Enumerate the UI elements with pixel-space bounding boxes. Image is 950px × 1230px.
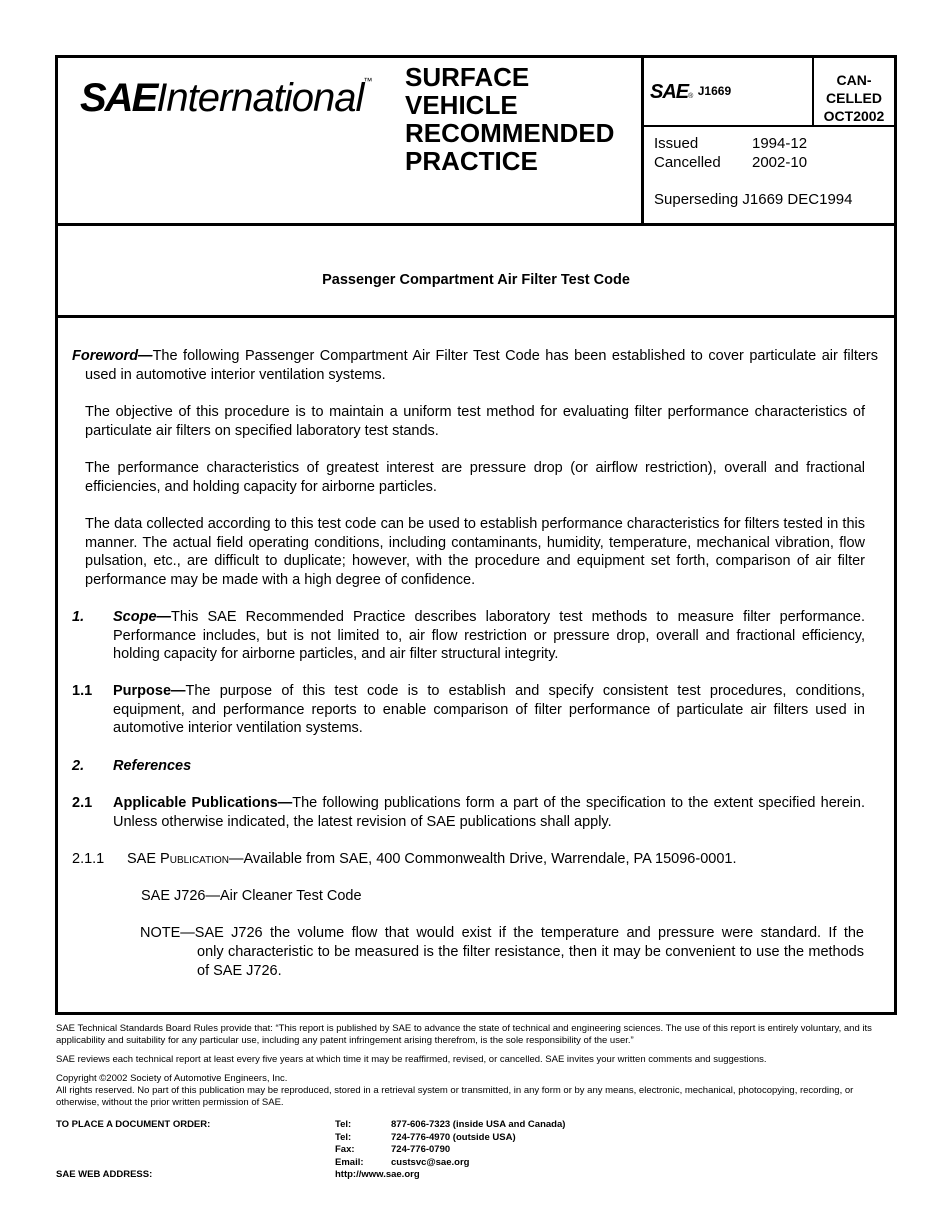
section-text: —Available from SAE, 400 Commonwealth Drive, Warrendale, PA 15096-0001.	[229, 851, 737, 867]
foreword-paragraph	[72, 347, 878, 384]
sae-international-logo	[80, 76, 372, 121]
issued-value: 1994-12	[752, 135, 808, 152]
footer-rules: SAE Technical Standards Board Rules provide that: “This report is published by SAE to advance the state of technical and engineering sciences. The use of this report is entirely voluntary, and its applicability and suitability for any particular use, including any patent infringement arising therefrom, is the sole responsibility of the user.”	[56, 1023, 872, 1046]
contact-label: Tel:	[335, 1131, 352, 1143]
contact-phone-domestic: 877-606-7323 (inside USA and Canada)	[391, 1119, 566, 1130]
logo-brand: SAE	[80, 76, 157, 120]
contact-values	[391, 1119, 565, 1169]
logo-name: International	[156, 76, 364, 120]
doc-type-line: SURFACE	[405, 62, 530, 92]
note-rest: only characteristic to be measured is the filter resistance, then it may be convenient to use the methods of SAE J726.	[197, 944, 864, 979]
small-sae-logo: SAE	[650, 81, 689, 103]
section-number: 2.	[72, 758, 85, 774]
contact-label: Fax:	[335, 1144, 355, 1155]
section-text: The purpose of this test code is to establish and specify consistent test procedures, conditions, equipment, and performance reports to enable comparison of filter performance of particulate air filters used in automotive interior ventilation systems.	[113, 683, 865, 736]
document-title: Passenger Compartment Air Filter Test Code	[322, 272, 630, 288]
small-sae-reg: ®	[688, 93, 694, 100]
section-2	[72, 757, 865, 776]
status-box-bottom-border	[641, 125, 897, 127]
status-line: OCT2002	[823, 108, 885, 124]
reference-j726: SAE J726—Air Cleaner Test Code	[141, 888, 362, 904]
section-text: The following publications form a part of the specification to the extent specified herein. Unless otherwise indicated, the latest revision of SAE publications shall apply.	[113, 795, 865, 830]
note-first: SAE J726 the volume flow that would exist if the temperature and pressure were standard. If the	[194, 925, 864, 941]
contact-labels	[335, 1119, 364, 1169]
foreword-paragraph-3: The performance characteristics of greatest interest are pressure drop (or airflow restriction), overall and fractional efficiencies, and holding capacity for airborne particles.	[85, 460, 865, 495]
foreword-paragraph-4: The data collected according to this test code can be used to establish performance characteristics for filters tested in this manner. The actual field operating conditions, including contaminants, humidity, temperature, mechanical vibration, flow pulsation, etc., are difficult to duplicate; however, with the procedure and equipment set forth, comparison of air filter performance may be made with a high degree of confidence.	[85, 516, 865, 588]
section-heading: References	[113, 758, 192, 774]
foreword-paragraph-2: The objective of this procedure is to maintain a uniform test method for evaluating filter performance characteristics of particulate air filters on specified laboratory test stands.	[85, 404, 865, 439]
status-line: CELLED	[826, 90, 882, 106]
note-first-line	[140, 924, 864, 943]
publication-prefix: SAE	[127, 851, 161, 867]
doc-number: J1669	[697, 84, 732, 98]
document-type	[405, 63, 614, 175]
doc-type-line: RECOMMENDED	[405, 118, 615, 148]
status-line: CAN-	[836, 72, 872, 88]
section-2-1-1	[72, 850, 865, 869]
doc-type-line: PRACTICE	[405, 146, 538, 176]
contact-email[interactable]: custsvc@sae.org	[391, 1156, 470, 1168]
section-number: 1.	[72, 609, 85, 625]
section-number: 2.1.1	[72, 851, 105, 867]
title-box	[55, 223, 897, 318]
foreword-label: Foreword—	[72, 348, 153, 364]
section-number: 1.1	[72, 683, 93, 699]
web-address-link[interactable]: http://www.sae.org	[335, 1169, 420, 1180]
doc-number-block	[650, 81, 731, 104]
contact-fax: 724-776-0790	[391, 1144, 451, 1155]
section-2-1	[72, 794, 865, 831]
foreword-text: The following Passenger Compartment Air Filter Test Code has been established to cover particulate air filters used in automotive interior ventilation systems.	[85, 348, 878, 383]
issued-label: Issued	[654, 135, 699, 152]
web-label: SAE WEB ADDRESS:	[56, 1169, 153, 1180]
contact-label: Email:	[335, 1156, 364, 1168]
footer-copyright: Copyright ©2002 Society of Automotive Engineers, Inc.	[56, 1073, 288, 1084]
superseding: Superseding J1669 DEC1994	[654, 191, 853, 208]
section-heading: Applicable Publications—	[113, 795, 293, 811]
logo-tm: ™	[363, 76, 373, 86]
cancelled-value: 2002-10	[752, 154, 808, 171]
section-1	[72, 608, 865, 664]
doc-type-line: VEHICLE	[405, 90, 518, 120]
section-text: This SAE Recommended Practice describes laboratory test methods to measure filter performance. Performance includes, but is not limited to, air flow restriction or pressure drop, overall and fractional efficiency, holding capacity for airborne particles, and air filter structural integrity.	[113, 609, 865, 662]
footer-review: SAE reviews each technical report at least every five years at which time it may be reaffirmed, revised, or cancelled. SAE invites your written comments and suggestions.	[56, 1054, 767, 1065]
cancelled-label: Cancelled	[654, 154, 721, 171]
publication-smallcaps: Publication	[160, 851, 229, 867]
section-heading: Scope—	[113, 609, 172, 625]
section-heading: Purpose—	[113, 683, 186, 699]
contact-phone-intl: 724-776-4970 (outside USA)	[391, 1131, 516, 1143]
section-number: 2.1	[72, 795, 93, 811]
section-1-1	[72, 682, 865, 738]
contact-label: Tel:	[335, 1119, 352, 1130]
header-divider-vertical	[641, 55, 644, 226]
footer-rights: All rights reserved. No part of this publication may be reproduced, stored in a retrieval system or transmitted, in any form or by any means, electronic, mechanical, photocopying, recording, or otherwise, without the prior written permission of SAE.	[56, 1085, 854, 1108]
order-label: TO PLACE A DOCUMENT ORDER:	[56, 1119, 211, 1130]
note-label: NOTE—	[140, 925, 195, 941]
cancelled-status	[814, 71, 894, 125]
